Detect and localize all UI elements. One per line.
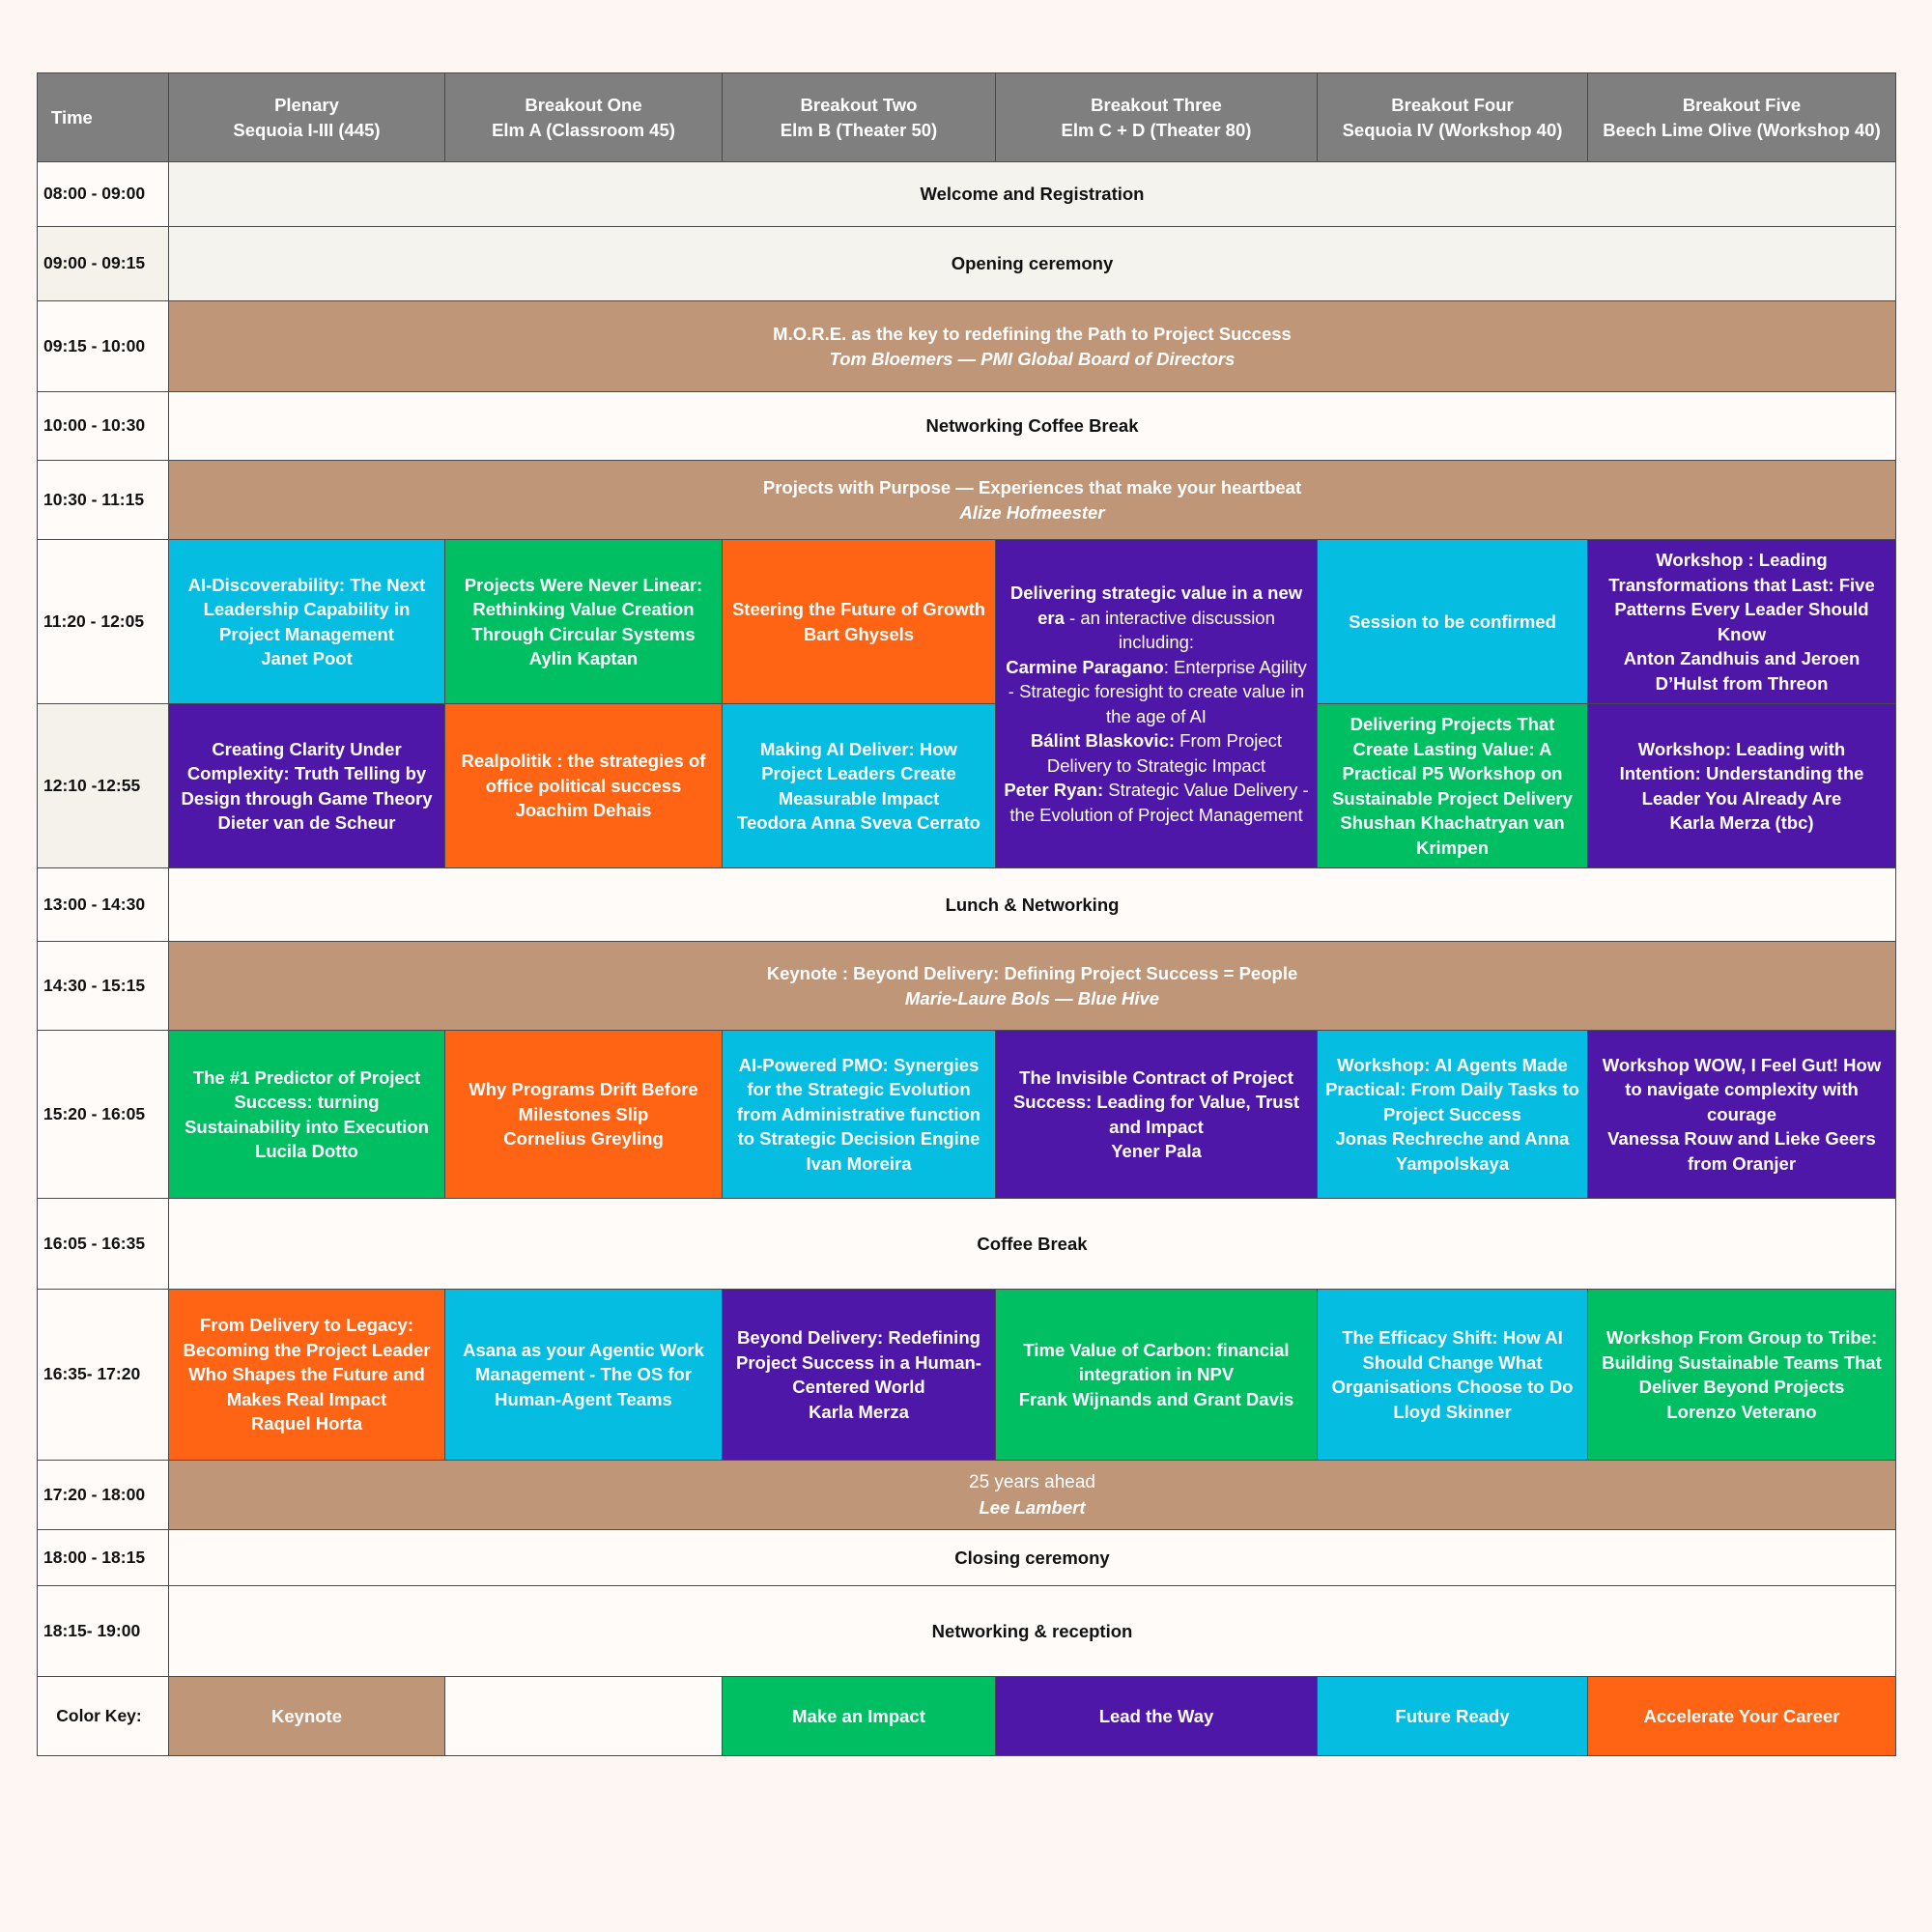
closing-cell: Closing ceremony	[169, 1530, 1896, 1586]
session-cell: Projects Were Never Linear: Rethinking Value Creation Through Circular Systems Aylin Kaptan	[445, 540, 723, 704]
row-lunch	[38, 868, 1896, 942]
time-cell: 13:00 - 14:30	[38, 868, 169, 942]
row-keynote-1	[38, 301, 1896, 392]
key-blank	[445, 1677, 723, 1756]
schedule	[37, 72, 1895, 1756]
schedule-table	[37, 72, 1896, 1756]
session-cell: AI-Powered PMO: Synergies for the Strategic Evolution from Administrative function to Strategic Decision Engine Ivan Moreira	[723, 1031, 996, 1199]
coffee-2-cell: Coffee Break	[169, 1199, 1896, 1290]
header-time: Time	[38, 73, 169, 162]
lunch-cell: Lunch & Networking	[169, 868, 1896, 942]
row-closing	[38, 1530, 1896, 1586]
row-keynote-2	[38, 461, 1896, 540]
session-title: M.O.R.E. as the key to redefining the Path to Project Success	[773, 324, 1292, 344]
time-cell: 08:00 - 09:00	[38, 162, 169, 227]
row-keynote-3	[38, 942, 1896, 1031]
session-cell: Realpolitik : the strategies of office political success Joachim Dehais	[445, 704, 723, 868]
time-cell: 09:15 - 10:00	[38, 301, 169, 392]
header-breakout-one: Breakout One Elm A (Classroom 45)	[445, 73, 723, 162]
time-cell: 10:00 - 10:30	[38, 392, 169, 461]
session-speaker: Lee Lambert	[979, 1496, 1086, 1518]
session-cell: The Efficacy Shift: How AI Should Change What Organisations Choose to Do Lloyd Skinner	[1318, 1290, 1588, 1461]
key-accelerate-your-career: Accelerate Your Career	[1588, 1677, 1896, 1756]
color-key-row	[38, 1677, 1896, 1756]
session-cell: From Delivery to Legacy: Becoming the Project Leader Who Shapes the Future and Makes Real Impact Raquel Horta	[169, 1290, 445, 1461]
session-cell: Steering the Future of Growth Bart Ghysels	[723, 540, 996, 704]
session-title: Projects with Purpose — Experiences that make your heartbeat	[762, 477, 1302, 497]
session-speaker: Marie-Laure Bols — Blue Hive	[904, 987, 1160, 1009]
time-cell: 12:10 -12:55	[38, 704, 169, 868]
session-speaker: Alize Hofmeester	[959, 501, 1105, 523]
session-cell: Beyond Delivery: Redefining Project Success in a Human-Centered World Karla Merza	[723, 1290, 996, 1461]
opening-cell: Opening ceremony	[169, 227, 1896, 301]
session-speaker: Tom Bloemers — PMI Global Board of Directors	[829, 348, 1236, 369]
time-cell: 09:00 - 09:15	[38, 227, 169, 301]
key-keynote: Keynote	[169, 1677, 445, 1756]
keynote-4-cell	[169, 1461, 1896, 1530]
session-cell: Workshop WOW, I Feel Gut! How to navigate complexity with courage Vanessa Rouw and Lieke Geers from Oranjer	[1588, 1031, 1896, 1199]
time-cell: 14:30 - 15:15	[38, 942, 169, 1031]
key-lead-the-way: Lead the Way	[996, 1677, 1318, 1756]
time-cell: 16:05 - 16:35	[38, 1199, 169, 1290]
session-cell: The Invisible Contract of Project Success: Leading for Value, Trust and Impact Yener Pala	[996, 1031, 1318, 1199]
coffee-1-cell: Networking Coffee Break	[169, 392, 1896, 461]
session-title: Keynote : Beyond Delivery: Defining Project Success = People	[766, 963, 1298, 983]
key-make-an-impact: Make an Impact	[723, 1677, 996, 1756]
time-cell: 11:20 - 12:05	[38, 540, 169, 704]
row-welcome	[38, 162, 1896, 227]
key-future-ready: Future Ready	[1318, 1677, 1588, 1756]
session-cell: Session to be confirmed	[1318, 540, 1588, 704]
session-cell: Delivering Projects That Create Lasting Value: A Practical P5 Workshop on Sustainable Project Delivery Shushan Khachatryan van Krimpen	[1318, 704, 1588, 868]
time-cell: 17:20 - 18:00	[38, 1461, 169, 1530]
keynote-1-cell	[169, 301, 1896, 392]
session-cell: Workshop: AI Agents Made Practical: From Daily Tasks to Project Success Jonas Rechreche and Anna Yampolskaya	[1318, 1031, 1588, 1199]
session-cell: Time Value of Carbon: financial integration in NPV Frank Wijnands and Grant Davis	[996, 1290, 1318, 1461]
row-block-2	[38, 704, 1896, 868]
header-row	[38, 73, 1896, 162]
keynote-2-cell	[169, 461, 1896, 540]
time-cell: 10:30 - 11:15	[38, 461, 169, 540]
row-opening	[38, 227, 1896, 301]
session-title: 25 years ahead	[969, 1472, 1095, 1492]
reception-cell: Networking & reception	[169, 1586, 1896, 1677]
header-breakout-two: Breakout Two Elm B (Theater 50)	[723, 73, 996, 162]
session-cell: Workshop : Leading Transformations that Last: Five Patterns Every Leader Should Know Anton Zandhuis and Jeroen D’Hulst from Threon	[1588, 540, 1896, 704]
session-cell: AI-Discoverability: The Next Leadership Capability in Project Management Janet Poot	[169, 540, 445, 704]
session-cell: Creating Clarity Under Complexity: Truth Telling by Design through Game Theory Dieter van de Scheur	[169, 704, 445, 868]
row-block-1	[38, 540, 1896, 704]
keynote-3-cell	[169, 942, 1896, 1031]
row-keynote-4	[38, 1461, 1896, 1530]
time-cell: 15:20 - 16:05	[38, 1031, 169, 1199]
session-cell: Asana as your Agentic Work Management - The OS for Human-Agent Teams	[445, 1290, 723, 1461]
session-cell: Making AI Deliver: How Project Leaders Create Measurable Impact Teodora Anna Sveva Cerrato	[723, 704, 996, 868]
header-breakout-five: Breakout Five Beech Lime Olive (Workshop 40)	[1588, 73, 1896, 162]
time-cell: 16:35- 17:20	[38, 1290, 169, 1461]
row-block-3	[38, 1031, 1896, 1199]
time-cell: 18:15- 19:00	[38, 1586, 169, 1677]
header-plenary: Plenary Sequoia I-III (445)	[169, 73, 445, 162]
panel-session-cell: Delivering strategic value in a new era - an interactive discussion including: Carmine Paragano: Enterprise Agility - Strategic foresight to create value in the age of AI Bálint Blaskovic: From Project Delivery to Strategic Impact Peter Ryan: Strategic Value Delivery - the Evolution of Project Management	[996, 540, 1318, 868]
row-coffee-2	[38, 1199, 1896, 1290]
session-cell: The #1 Predictor of Project Success: turning Sustainability into Execution Lucila Dotto	[169, 1031, 445, 1199]
row-reception	[38, 1586, 1896, 1677]
session-cell: Why Programs Drift Before Milestones Slip Cornelius Greyling	[445, 1031, 723, 1199]
session-cell: Workshop: Leading with Intention: Understanding the Leader You Already Are Karla Merza (tbc)	[1588, 704, 1896, 868]
session-cell: Workshop From Group to Tribe: Building Sustainable Teams That Deliver Beyond Projects Lorenzo Veterano	[1588, 1290, 1896, 1461]
row-block-4	[38, 1290, 1896, 1461]
header-breakout-three: Breakout Three Elm C + D (Theater 80)	[996, 73, 1318, 162]
row-coffee-1	[38, 392, 1896, 461]
header-breakout-four: Breakout Four Sequoia IV (Workshop 40)	[1318, 73, 1588, 162]
time-cell: 18:00 - 18:15	[38, 1530, 169, 1586]
welcome-cell: Welcome and Registration	[169, 162, 1896, 227]
color-key-label: Color Key:	[38, 1677, 169, 1756]
